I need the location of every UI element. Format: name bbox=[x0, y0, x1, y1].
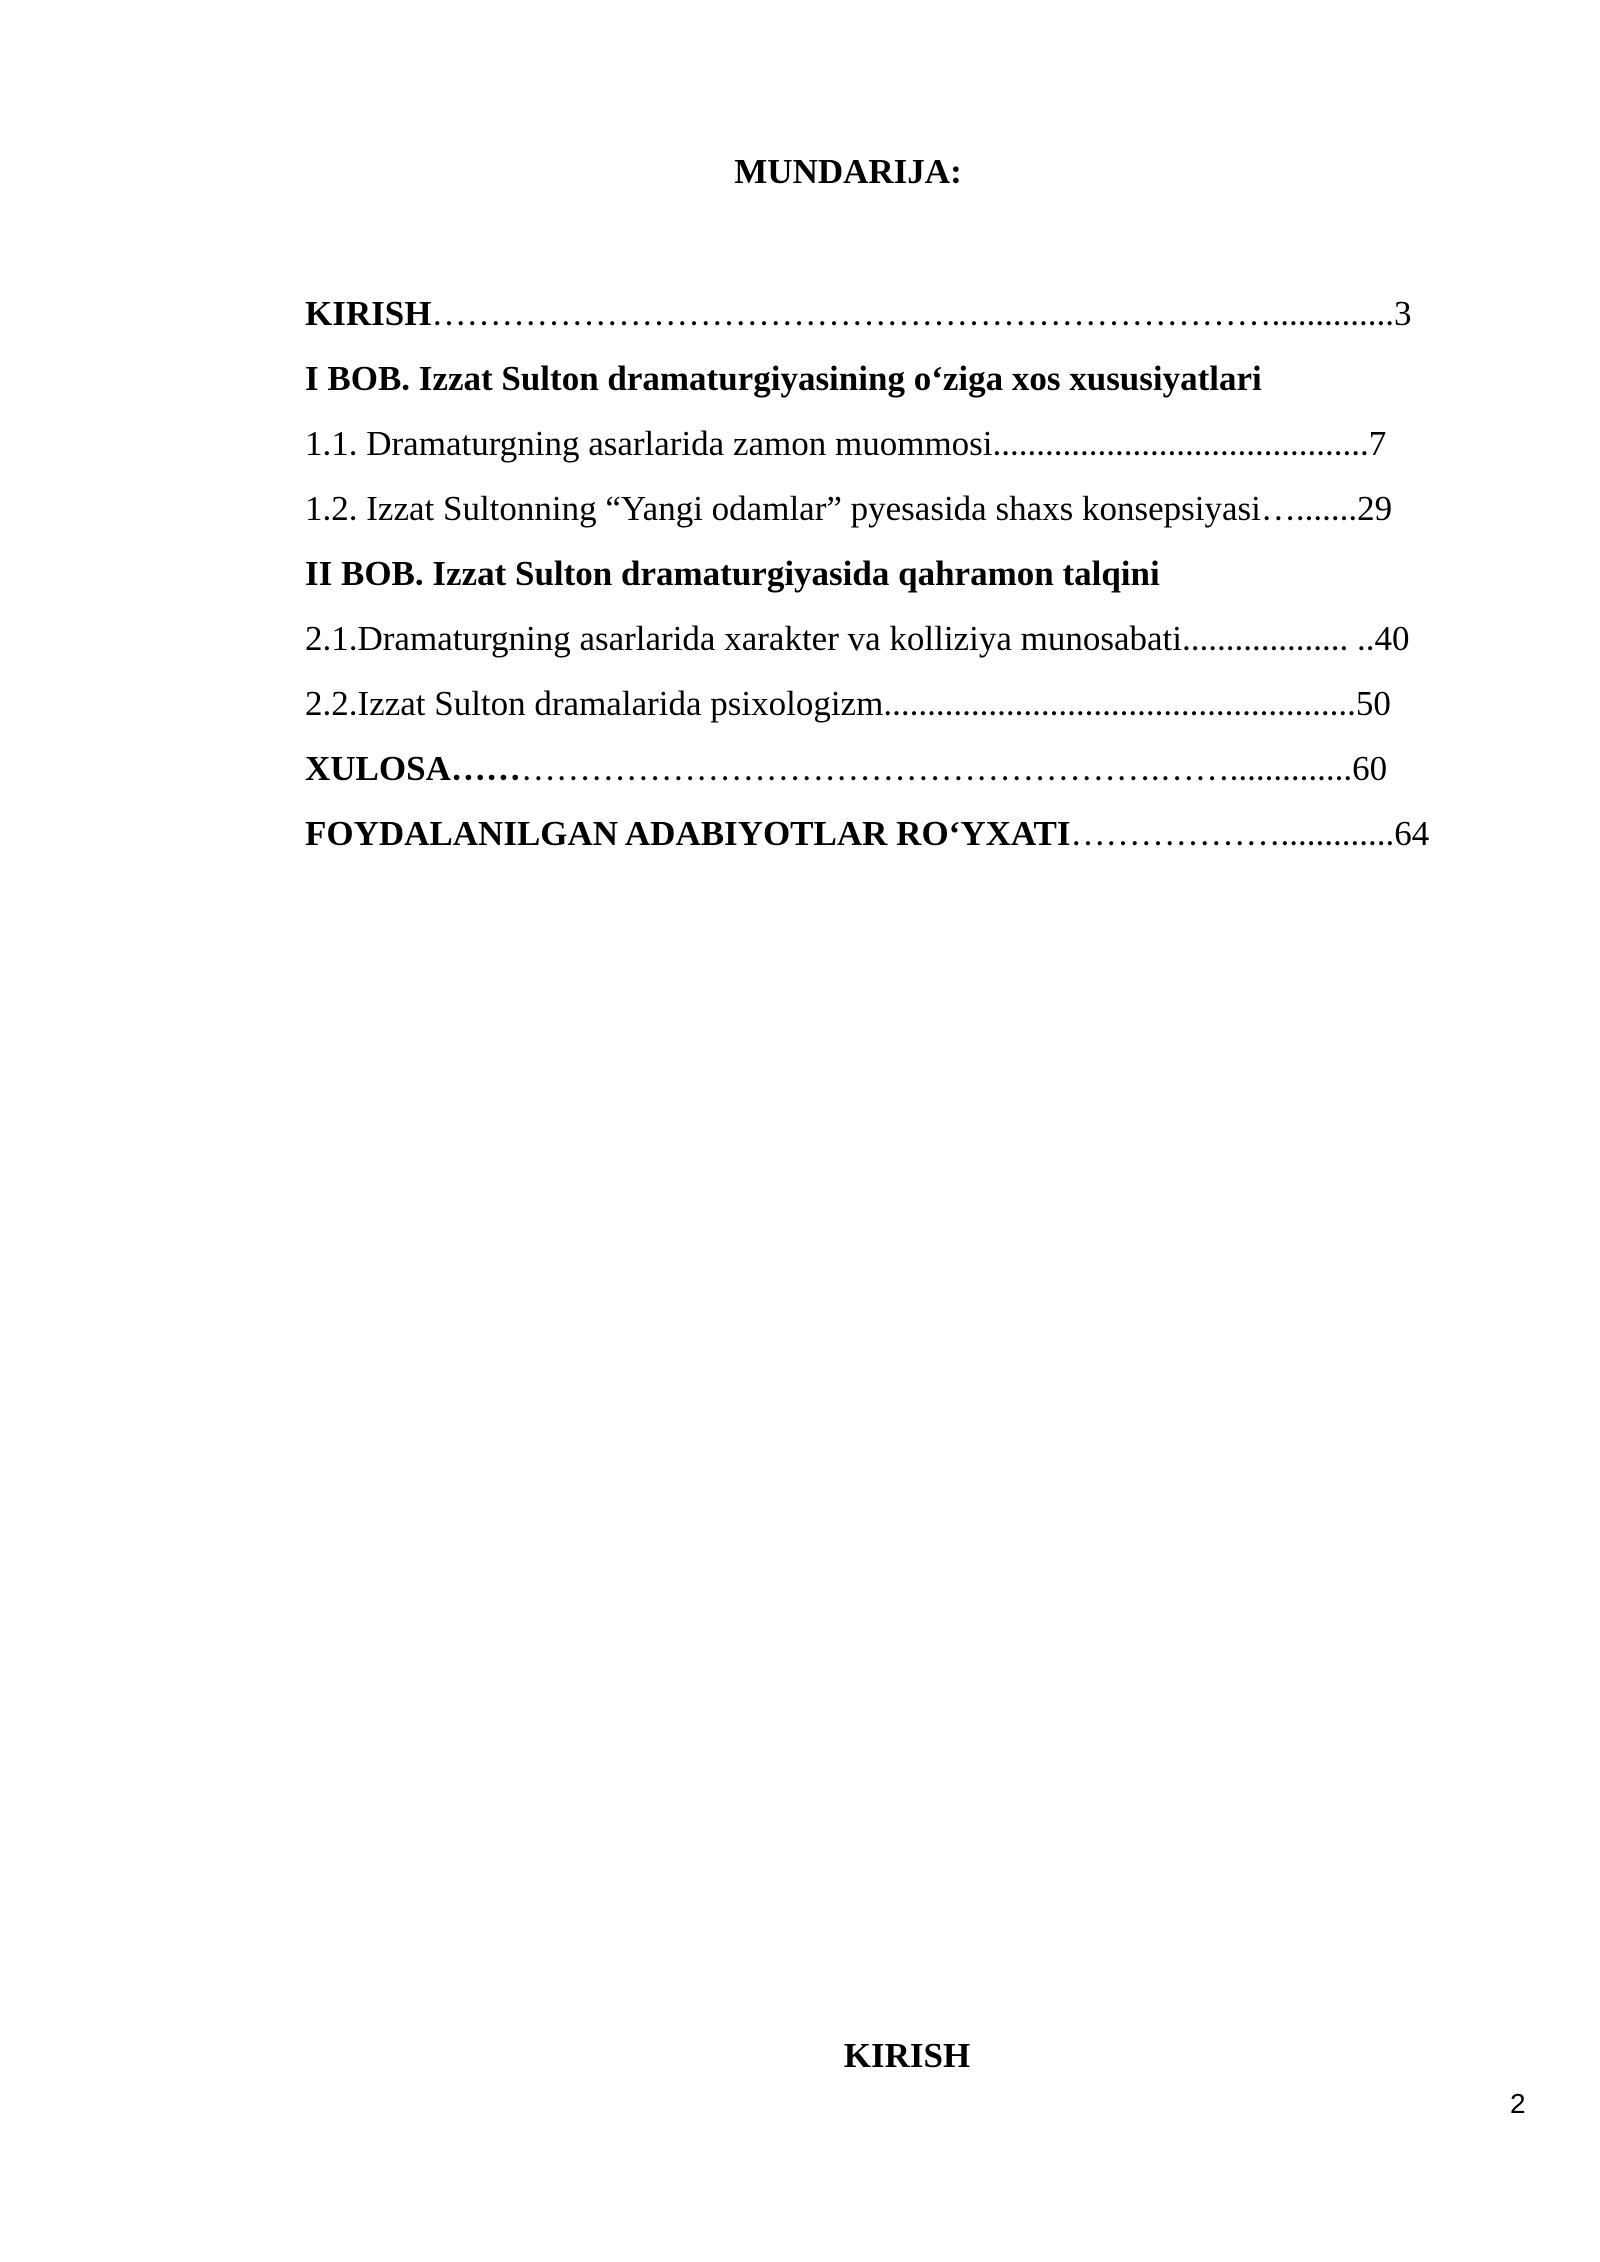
toc-entry-1-1 bbox=[305, 411, 1505, 476]
toc-page-number: 7 bbox=[1368, 424, 1387, 463]
toc-entry-title: I BOB. Izzat Sulton dramaturgiyasining o‘ziga xos xususiyatlari bbox=[305, 359, 1262, 398]
toc-entry-references bbox=[305, 801, 1505, 866]
toc-leader-dots: …....... bbox=[1260, 489, 1358, 528]
toc-entry-title: 1.1. Dramaturgning asarlarida zamon muommosi bbox=[305, 424, 993, 463]
toc-leader-dots: ………………............. bbox=[1070, 814, 1395, 853]
page-title: MUNDARIJA: bbox=[734, 152, 962, 191]
toc-entry-2-2 bbox=[305, 671, 1505, 736]
toc-entry-title: XULOSA…… bbox=[305, 749, 521, 788]
toc-entry-xulosa bbox=[305, 736, 1505, 801]
section-heading-kirish: KIRISH bbox=[843, 2036, 971, 2075]
toc-entry-kirish bbox=[305, 281, 1505, 346]
toc-entry-chapter-2 bbox=[305, 541, 1505, 606]
page-number: 2 bbox=[1510, 2088, 1526, 2119]
toc-page-number: 29 bbox=[1357, 489, 1393, 528]
toc-leader-dots: ...................................................... bbox=[883, 684, 1356, 723]
toc-leader-dots: ................... .. bbox=[1181, 619, 1375, 658]
toc-entry-title: FOYDALANILGAN ADABIYOTLAR RO‘YXATI bbox=[305, 814, 1071, 853]
toc-entry-title: II BOB. Izzat Sulton dramaturgiyasida qahramon talqini bbox=[305, 554, 1160, 593]
toc-page-number: 60 bbox=[1352, 749, 1388, 788]
toc-leader-dots: ……………………………………………….…….............. bbox=[520, 749, 1353, 788]
toc-page-number: 64 bbox=[1394, 814, 1430, 853]
toc-page-number: 40 bbox=[1374, 619, 1410, 658]
toc-entry-title: 2.2.Izzat Sulton dramalarida psixologizm bbox=[305, 684, 884, 723]
toc-entry-chapter-1 bbox=[305, 346, 1505, 411]
toc-entry-title: 2.1.Dramaturgning asarlarida xarakter va kolliziya munosabati bbox=[305, 619, 1182, 658]
table-of-contents bbox=[305, 281, 1505, 866]
toc-entry-2-1 bbox=[305, 606, 1505, 671]
toc-entry-title: KIRISH bbox=[305, 294, 432, 333]
toc-leader-dots: ........................................... bbox=[992, 424, 1369, 463]
toc-page-number: 3 bbox=[1393, 294, 1412, 333]
toc-leader-dots: ……………………………………………………………….............. bbox=[431, 294, 1394, 333]
toc-entry-1-2 bbox=[305, 476, 1505, 541]
toc-entry-title: 1.2. Izzat Sultonning “Yangi odamlar” pyesasida shaxs konsepsiyasi bbox=[305, 489, 1261, 528]
toc-page-number: 50 bbox=[1355, 684, 1391, 723]
